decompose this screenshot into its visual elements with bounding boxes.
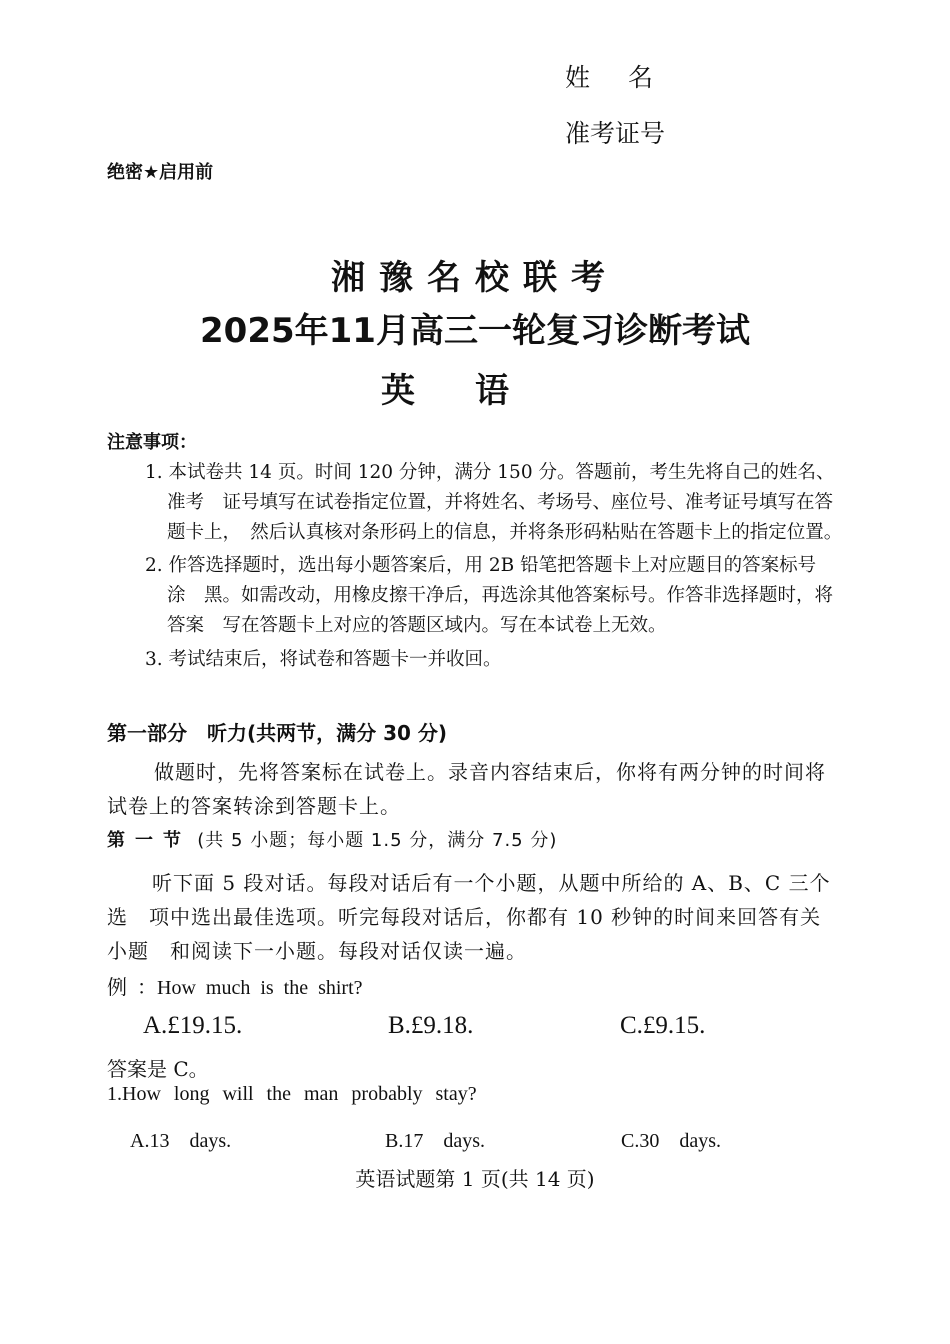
notice-item-3-line1: 3. 考试结束后，将试卷和答题卡一并收回。 <box>145 649 502 670</box>
section1-label: 第一节 <box>107 830 191 851</box>
section1-heading <box>107 826 557 852</box>
instructions-line1: 听下面 5 段对话。每段对话后有一个小题，从题中所给的 A、B、C 三个 <box>152 871 831 895</box>
confidential-mark: 绝密★启用前 <box>107 162 214 183</box>
notice-item-3 <box>145 645 502 675</box>
question-1-option-b: B.17 days. <box>385 1130 485 1152</box>
part1-intro-line1: 做题时，先将答案标在试卷上。录音内容结束后，你将有两分钟的时间将 <box>154 760 826 784</box>
ticket-number-label: 准考证号 <box>565 119 666 148</box>
question-1-option-a: A.13 days. <box>130 1130 232 1152</box>
notice-item-2 <box>145 551 833 641</box>
exam-title-line2: 2025年11月高三一轮复习诊断考试 <box>200 311 750 351</box>
name-label: 姓名 <box>565 63 692 92</box>
notice-item-2-line3: 答案 写在答题卡上对应的答题区域内。写在本试卷上无效。 <box>167 615 667 636</box>
notice-item-1-line3: 题卡上， 然后认真核对条形码上的信息，并将条形码粘贴在答题卡上的指定位置。 <box>167 522 843 543</box>
exam-subject: 英语 <box>381 371 569 411</box>
instructions-line3: 小题 和阅读下一小题。每段对话仅读一遍。 <box>107 939 527 963</box>
instructions-line2: 选 项中选出最佳选项。听完每段对话后，你都有 10 秒钟的时间来回答有关 <box>107 905 822 929</box>
example-option-c: C.£9.15. <box>620 1012 706 1039</box>
part1-intro <box>107 755 826 823</box>
section1-instructions <box>107 866 831 968</box>
question-1-option-c: C.30 days. <box>621 1130 721 1152</box>
example-option-a: A.£19.15. <box>143 1012 243 1039</box>
notice-item-2-line1: 2. 作答选择题时，选出每小题答案后，用 2B 铅笔把答题卡上对应题目的答案标号 <box>145 555 817 576</box>
example-answer: 答案是 C。 <box>107 1057 209 1081</box>
notice-heading: 注意事项： <box>107 432 197 453</box>
question-1: 1.How long will the man probably stay? <box>107 1083 477 1105</box>
part1-intro-line2: 试卷上的答案转涂到答题卡上。 <box>107 794 401 818</box>
notice-item-1-line2: 准考 证号填写在试卷指定位置，并将姓名、考场号、座位号、准考证号填写在答 <box>167 492 834 513</box>
example-question: 例 ：How much is the shirt? <box>107 977 363 999</box>
exam-title-line1: 湘豫名校联考 <box>331 258 619 298</box>
part1-heading: 第一部分 听力(共两节，满分 30 分) <box>107 721 448 745</box>
page-footer: 英语试题第 1 页(共 14 页) <box>355 1167 595 1191</box>
notice-item-2-line2: 涂 黑。如需改动，用橡皮擦干净后，再选涂其他答案标号。作答非选择题时，将 <box>167 585 834 606</box>
section1-note: (共 5 小题；每小题 1.5 分，满分 7.5 分) <box>197 830 558 851</box>
notice-item-1 <box>145 458 842 548</box>
notice-item-1-line1: 1. 本试卷共 14 页。时间 120 分钟，满分 150 分。答题前，考生先将自己的姓名、 <box>145 462 835 483</box>
example-option-b: B.£9.18. <box>388 1012 474 1039</box>
